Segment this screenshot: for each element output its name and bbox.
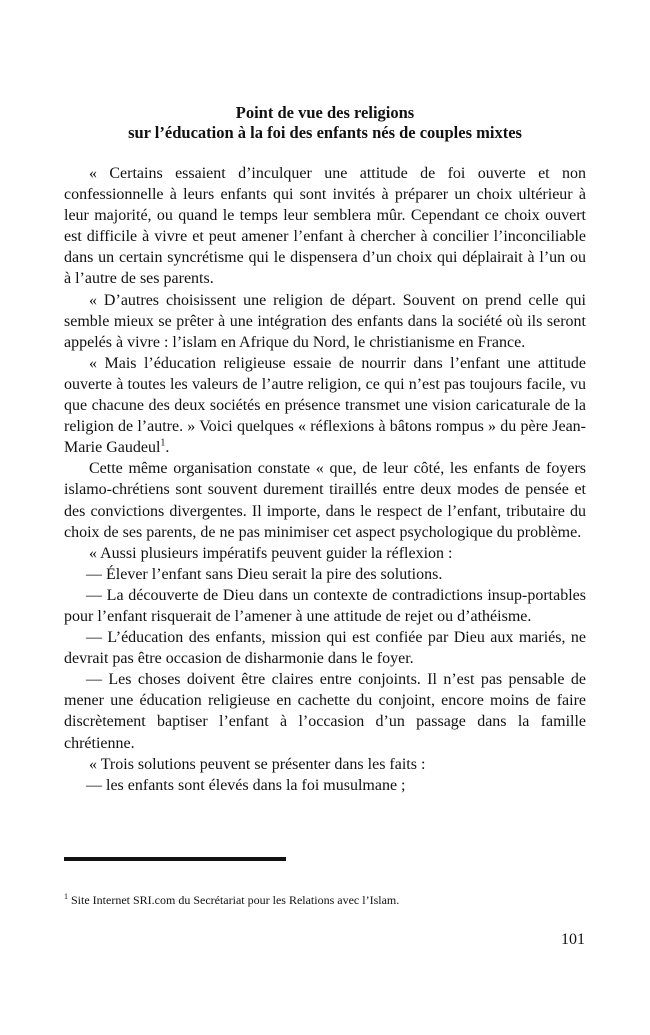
footnote [64,893,586,908]
footnote-text: Site Internet SRI.com du Secrétariat pour les Relations avec l’Islam. [71,893,400,907]
list-item-5: — les enfants sont élevés dans la foi musulmane ; [86,776,406,794]
paragraph-4: Cette même organisation constate « que, de leur côté, les enfants de foyers islamo-chrétiens sont souvent durement tiraillés entre deux modes de pensée et des convictions divergentes. Il importe, dans le respect de l’enfant, tributaire du choix de ses parents, de ne pas minimiser cet aspect psychologique du problème. [64,460,586,541]
footnote-reference: 1 [160,437,166,449]
list-item-1: — Élever l’enfant sans Dieu serait la pire des solutions. [86,565,443,583]
list-item-2: — La découverte de Dieu dans un contexte de contradictions insup-portables pour l’enfant risquerait de l’amener à une attitude de rejet ou d’athéisme. [64,586,586,625]
paragraph-2: « D’autres choisissent une religion de départ. Souvent on prend celle qui semble mieux se prêter à une intégration des enfants dans la société où ils seront appelés à vivre : l’islam en Afrique du Nord, le christianisme en France. [64,291,586,351]
page-title-line-1: Point de vue des religions [235,103,415,122]
body-text [64,163,586,796]
paragraph-1: « Certains essaient d’inculquer une attitude de foi ouverte et non confessionnelle à leurs enfants qui sont invités à préparer un choix ultérieur à leur majorité, ou quand le temps leur semblera mûr. Cependant ce choix ouvert est difficile à vivre et peut amener l’enfant à chercher à concilier l’inconciliable dans un certain syncrétisme qui le dispensera d’un choix qui déplairait à l’un ou à l’autre de ses parents. [64,165,586,288]
footnote-separator [64,857,286,861]
paragraph-3-text: « Mais l’éducation religieuse essaie de nourrir dans l’enfant une attitude ouverte à toutes les valeurs de l’autre religion, ce qui n’est pas toujours facile, vu que chacune des deux sociétés en présence transmet une vision caricaturale de la religion de l’autre. » Voici quelques « réflexions à bâtons rompus » du père Jean-Marie Gaudeul [64,354,586,457]
list-item-4: — Les choses doivent être claires entre conjoints. Il n’est pas pensable de mener une éducation religieuse en cachette du conjoint, encore moins de faire discrètement baptiser l’enfant à l’occasion d’un passage dans la famille chrétienne. [64,671,586,752]
footnote-mark: 1 [64,892,68,901]
paragraph-3-end: . [165,439,170,457]
page-title-line-2: sur l’éducation à la foi des enfants nés de couples mixtes [128,123,522,142]
page-number: 101 [561,931,585,948]
paragraph-6: « Trois solutions peuvent se présenter dans les faits : [89,755,426,773]
paragraph-3 [64,353,586,458]
list-item-3: — L’éducation des enfants, mission qui est confiée par Dieu aux mariés, ne devrait pas être occasion de disharmonie dans le foyer. [64,629,586,668]
paragraph-5: « Aussi plusieurs impératifs peuvent guider la réflexion : [89,544,453,562]
